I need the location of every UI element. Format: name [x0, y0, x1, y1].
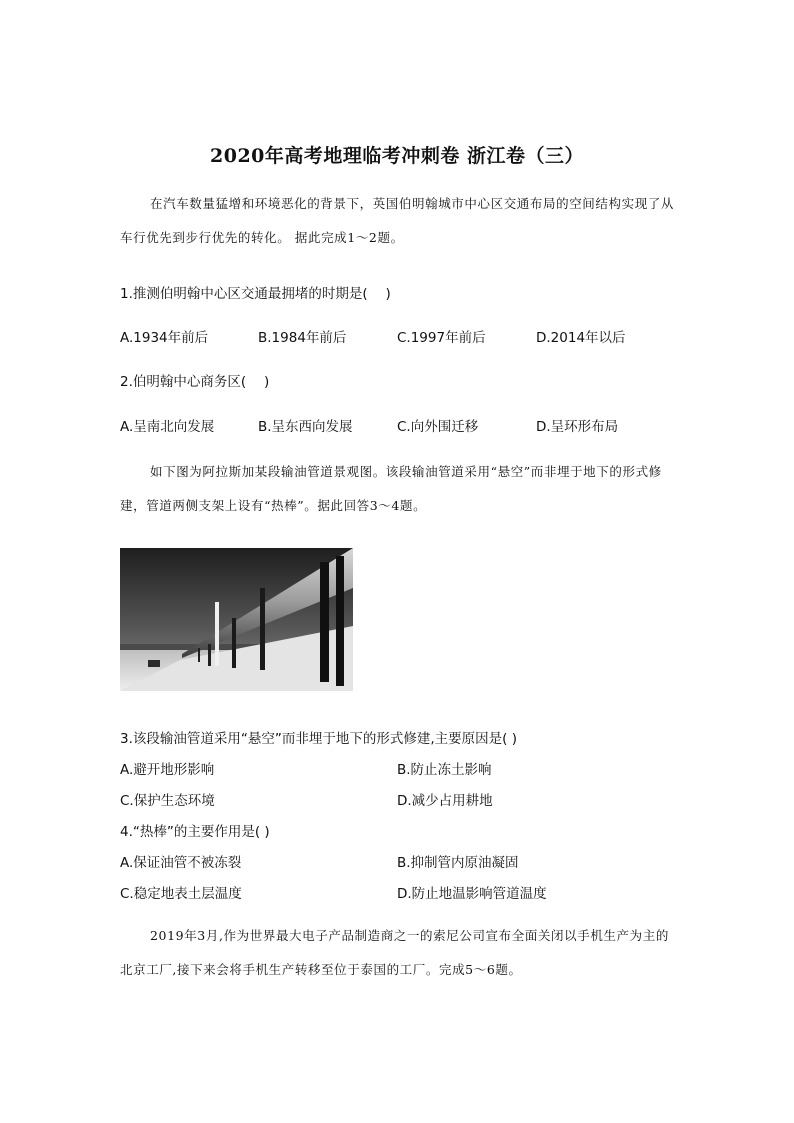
question-2-option-c: C.向外围迁移 — [397, 419, 479, 435]
question-1-option-d: D.2014年以后 — [536, 330, 626, 346]
page-title: 2020年高考地理临考冲刺卷 浙江卷（三） — [210, 145, 584, 167]
question-4-option-c: C.稳定地表土层温度 — [120, 886, 242, 902]
question-4-option-a: A.保证油管不被冻裂 — [120, 855, 242, 871]
question-3-option-a: A.避开地形影响 — [120, 762, 215, 778]
question-1-stem: 1.推测伯明翰中心区交通最拥堵的时期是( ) — [120, 286, 391, 302]
question-2-stem: 2.伯明翰中心商务区( ) — [120, 374, 270, 390]
question-4-stem: 4.“热棒”的主要作用是( ) — [120, 824, 270, 840]
question-3-stem: 3.该段输油管道采用“悬空”而非埋于地下的形式修建,主要原因是( ) — [120, 731, 517, 747]
question-2-option-b: B.呈东西向发展 — [258, 419, 353, 435]
passage-sony-factory: 2019年3月,作为世界最大电子产品制造商之一的索尼公司宣布全面关闭以手机生产为主的北京工厂,接下来会将手机生产转移至位于泰国的工厂。完成5～6题。 — [120, 928, 669, 977]
question-3-option-b: B.防止冻土影响 — [397, 762, 492, 778]
passage-birmingham: 在汽车数量猛增和环境恶化的背景下，英国伯明翰城市中心区交通布局的空间结构实现了从车行优先到步行优先的转化。 据此完成1～2题。 — [120, 196, 675, 245]
question-1-option-b: B.1984年前后 — [258, 330, 347, 346]
question-2-option-d: D.呈环形布局 — [536, 419, 619, 435]
pipeline-photo — [120, 548, 353, 691]
question-1-option-c: C.1997年前后 — [397, 330, 486, 346]
question-3-option-c: C.保护生态环境 — [120, 793, 215, 809]
question-4-option-d: D.防止地温影响管道温度 — [397, 886, 547, 902]
passage-alaska-pipeline: 如下图为阿拉斯加某段输油管道景观图。该段输油管道采用“悬空”而非埋于地下的形式修建，管道两侧支架上设有“热棒”。据此回答3～4题。 — [120, 464, 662, 513]
question-2-option-a: A.呈南北向发展 — [120, 419, 215, 435]
question-3-option-d: D.减少占用耕地 — [397, 793, 493, 809]
question-1-option-a: A.1934年前后 — [120, 330, 209, 346]
question-4-option-b: B.抑制管内原油凝固 — [397, 855, 519, 871]
